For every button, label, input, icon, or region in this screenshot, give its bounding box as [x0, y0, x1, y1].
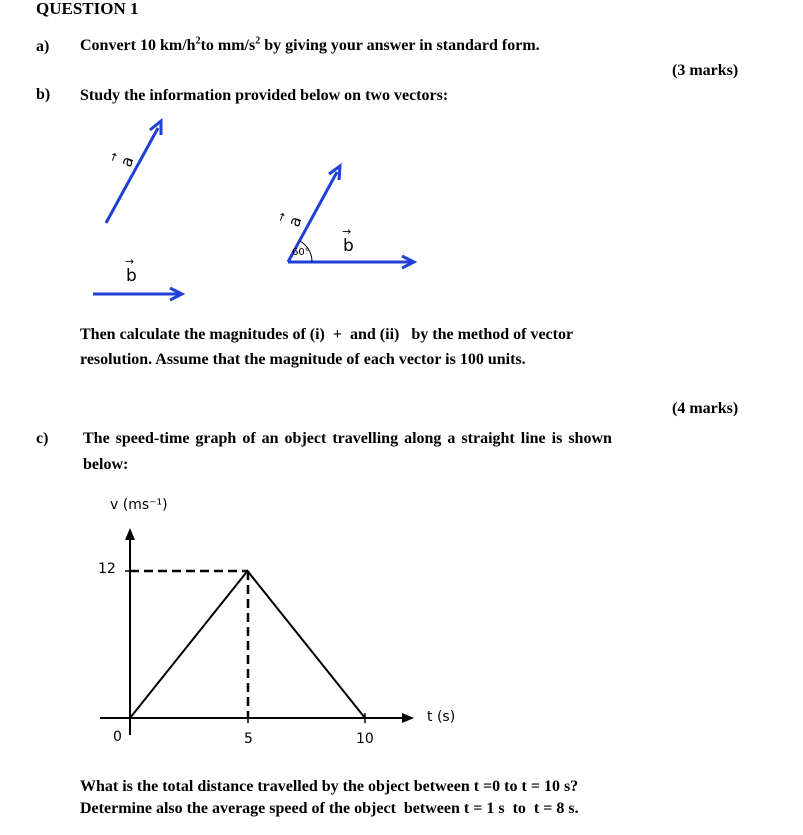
part-c-question1: What is the total distance travelled by the object between t =0 to t = 10 s? [80, 778, 579, 795]
origin-label: 0 [113, 729, 122, 745]
part-a-text-mid: to mm/s [200, 37, 256, 54]
vector-b-letter: b [126, 266, 137, 286]
part-a-sup1: 2 [195, 35, 201, 47]
part-a-text-prefix: Convert 10 km/h [80, 37, 196, 54]
vector-a-letter: a [116, 153, 138, 170]
question-heading: QUESTION 1 [36, 0, 139, 18]
combined-vector-a-letter: a [284, 213, 306, 230]
combined-vector-a-arrow-icon: → [273, 210, 290, 224]
part-a-marks: (3 marks) [672, 62, 739, 79]
angle-label: 60° [292, 247, 310, 258]
combined-vector-b-arrow-icon: → [342, 225, 352, 238]
part-a-text-suffix: by giving your answer in standard form. [260, 37, 540, 54]
part-a-label: a) [36, 38, 50, 55]
combined-vector-b-letter: b [343, 236, 354, 256]
part-b-calc-line1: Then calculate the magnitudes of (i) + and (ii) by the method of vector [80, 326, 574, 343]
part-b-calc-line2: resolution. Assume that the magnitude of each vector is 100 units. [80, 351, 526, 368]
x-axis-label: t (s) [427, 709, 456, 725]
part-c-question2: Determine also the average speed of the object between t = 1 s to t = 8 s. [80, 800, 579, 817]
y-axis-arrowhead [125, 528, 135, 540]
y-axis-label: v (ms⁻¹) [110, 497, 168, 513]
x-axis-arrowhead [402, 713, 414, 723]
part-b-question: Study the information provided below on two vectors: [80, 87, 449, 104]
part-c-label: c) [36, 430, 49, 447]
x-tick-5: 5 [244, 731, 253, 747]
part-c-line2: below: [83, 456, 129, 473]
part-b-label: b) [36, 86, 51, 103]
part-b-marks: (4 marks) [672, 400, 739, 417]
vector-a-arrow-icon: → [105, 150, 122, 164]
part-a-sup2: 2 [255, 35, 261, 47]
y-tick-12: 12 [98, 561, 116, 577]
x-tick-10: 10 [356, 731, 374, 747]
vector-b-arrow-icon: → [125, 255, 135, 268]
part-c-line1: The speed-time graph of an object travelling along a straight line is shown [83, 430, 612, 447]
